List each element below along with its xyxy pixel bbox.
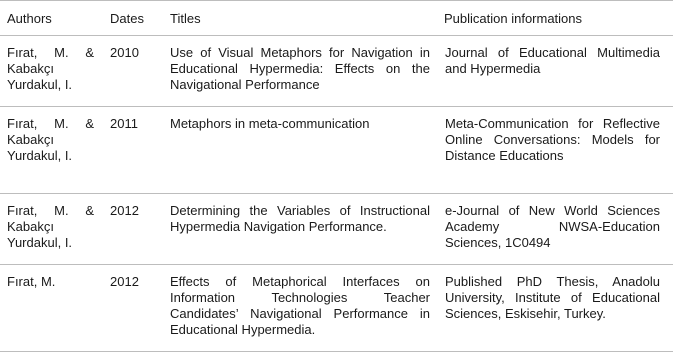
cell-publication: Published PhD Thesis, Anadolu University, Institute of Educational Sciences, Eskisehir, Turkey. xyxy=(445,274,660,321)
table-header xyxy=(0,1,673,36)
table-row xyxy=(0,36,673,107)
cell-title: Metaphors in meta-communication xyxy=(170,116,370,131)
table-body xyxy=(0,36,673,352)
header-authors: Authors xyxy=(0,1,103,36)
header-titles: Titles xyxy=(163,1,437,36)
cell-title: Effects of Metaphorical Interfaces on Information Technologies Teacher Candidates’ Navigational Performance in Educational Hypermedia. xyxy=(170,274,430,337)
table-row xyxy=(0,265,673,352)
header-publication: Publication informations xyxy=(437,1,673,36)
cell-publication: Meta-Communication for Reflective Online Conversations: Models for Distance Educations xyxy=(445,116,660,163)
table-row xyxy=(0,107,673,194)
cell-authors: Fırat, M. & Kabakçı Yurdakul, I. xyxy=(7,116,94,163)
cell-authors: Fırat, M. & Kabakçı Yurdakul, I. xyxy=(7,203,94,250)
cell-date: 2012 xyxy=(110,203,139,218)
cell-authors: Fırat, M. & Kabakçı Yurdakul, I. xyxy=(7,45,94,92)
cell-date: 2011 xyxy=(110,116,138,131)
header-dates: Dates xyxy=(103,1,163,36)
cell-title: Determining the Variables of Instructional Hypermedia Navigation Performance. xyxy=(170,203,430,234)
cell-publication: e-Journal of New World Sciences Academy NWSA-Education Sciences, 1C0494 xyxy=(445,203,660,250)
cell-date: 2010 xyxy=(110,45,139,60)
table-row xyxy=(0,194,673,265)
cell-title: Use of Visual Metaphors for Navigation in Educational Hypermedia: Effects on the Navigational Performance xyxy=(170,45,430,92)
header-row xyxy=(0,1,673,36)
cell-authors: Fırat, M. xyxy=(7,274,56,289)
cell-date: 2012 xyxy=(110,274,139,289)
cell-publication: Journal of Educational Multimedia and Hypermedia xyxy=(445,45,660,76)
